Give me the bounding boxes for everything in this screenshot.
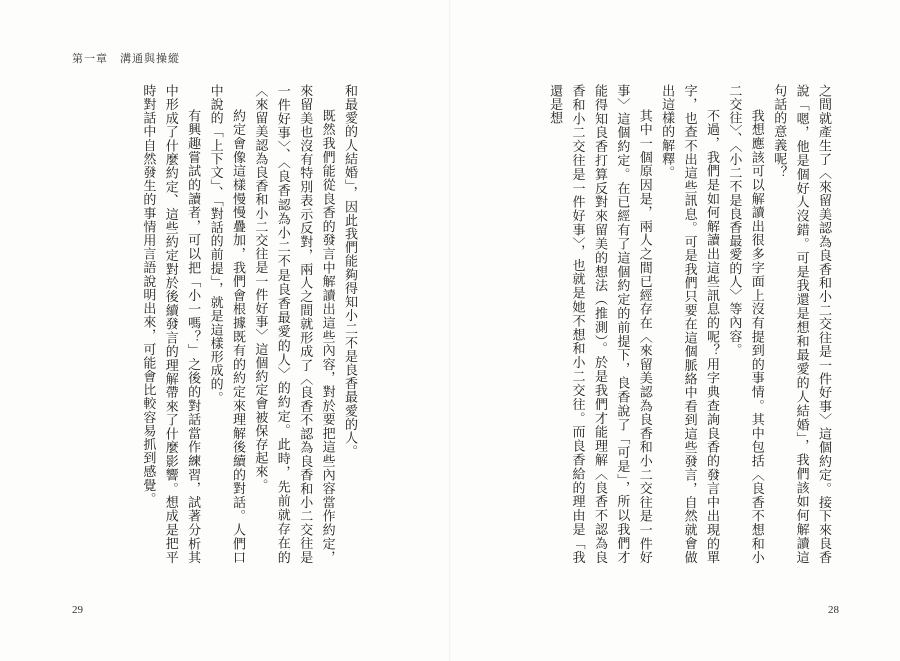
paragraph: 其中一個原因是，兩人之間已經存在〈來留美認為良香和小二交往是一件好事〉這個約定。在已經有了這個約定的前提下，良香說了「可是」，所以我們才能得知良香打算反對來留美的想法（推測）。於是我們才能理解〈良香不認為良香和小二交往是一件好事〉，也就是她不想和小二交往。而良香給的理由是「我還是想 xyxy=(547,84,652,564)
page-29-body xyxy=(114,84,360,564)
paragraph: 約定會像這樣慢慢疊加，我們會根據既有的約定來理解後續的對話。人們口中說的「上下文」、「對話的前提」，就是這樣形成的。 xyxy=(207,84,245,564)
paragraph: 之間就產生了〈來留美認為良香和小二交往是一件好事〉這個約定。接下來良香說「嗯，他是個好人沒錯。可是我還是想和最愛的人結婚」，我們該如何解讀這句話的意義呢？ xyxy=(771,84,831,564)
page-number-left: 29 xyxy=(72,604,83,616)
page-gutter xyxy=(449,0,451,661)
running-header: 第一章 溝通與操縱 xyxy=(72,52,180,65)
page-28-body xyxy=(520,84,834,564)
page-number-right: 28 xyxy=(828,604,839,616)
paragraph: 既然我們能從良香的發言中解讀出這些內容，對於要把這些內容當作約定，來留美也沒有特別表示反對，兩人之間就形成了〈良香不認為良香和小二交往是一件好事〉、〈良香認為小二不是良香最愛的人〉的約定。此時，先前就存在的〈來留美認為良香和小二交往是一件好事〉這個約定會被保存起來。 xyxy=(252,84,335,564)
paragraph: 我想應該可以解讀出很多字面上沒有提到的事情。其中包括〈良香不想和小二交往〉、〈小二不是良香最愛的人〉等內容。 xyxy=(726,84,764,564)
paragraph: 不過，我們是如何解讀出這些訊息的呢？用字典查詢良香的發言中出現的單字，也查不出這些訊息。可是我們只要在這個脈絡中看到這些發言，自然就會做出這樣的解釋。 xyxy=(659,84,719,564)
paragraph: 有興趣嘗試的讀者，可以把「小一嗎？」之後的對話當作練習，試著分析其中形成了什麼約定、這些約定對於後續發言的理解帶來了什麼影響。想成是把平時對話中自然發生的事情用言語說明出來，可能會比較容易抓到感覺。 xyxy=(140,84,201,564)
paragraph: 和最愛的人結婚」，因此我們能夠得知小二不是良香最愛的人。 xyxy=(342,84,357,459)
